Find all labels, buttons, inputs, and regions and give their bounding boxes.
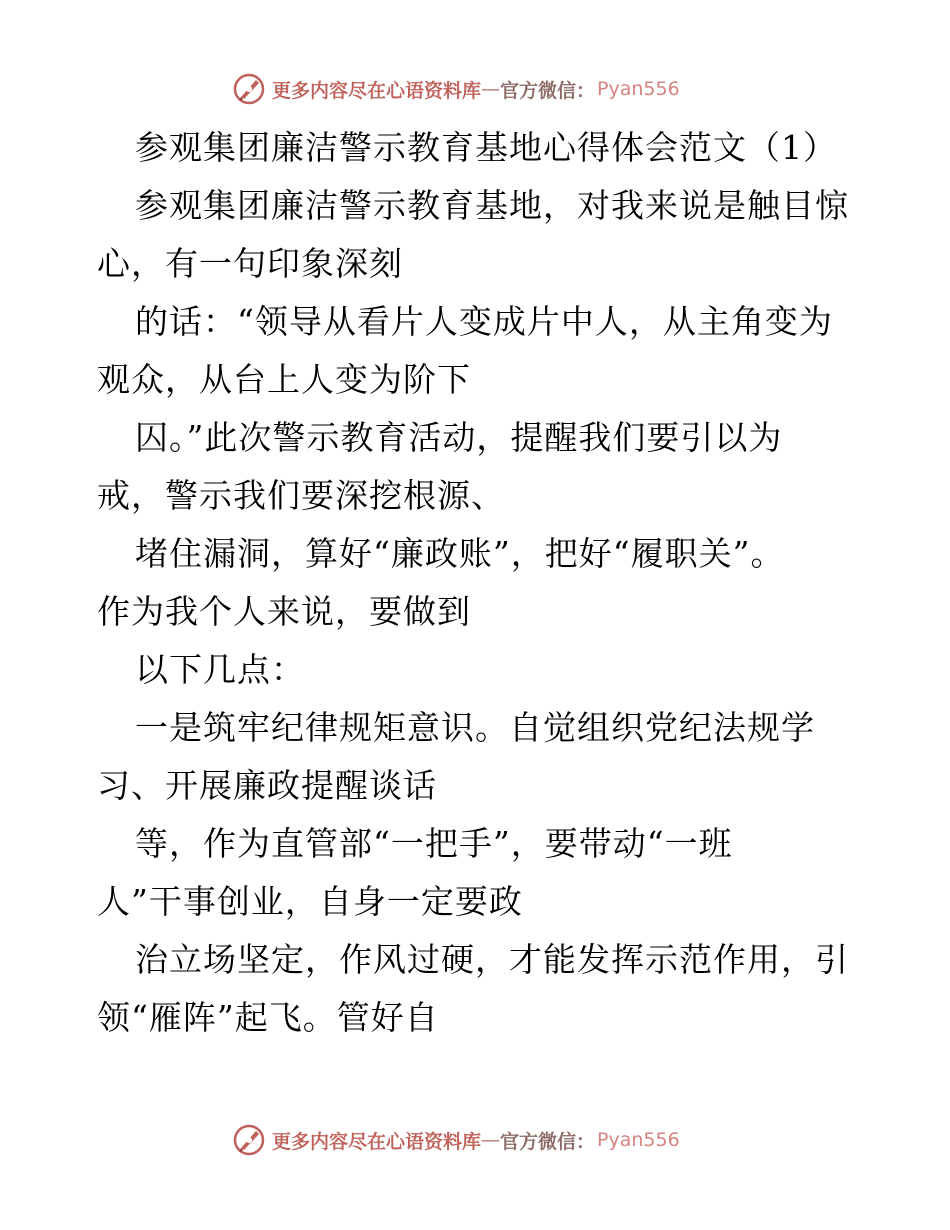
footer-banner — [232, 1123, 712, 1157]
banner-official-label: 官方微信： — [500, 79, 596, 102]
document-line: 习、开展廉政提醒谈话 — [97, 766, 437, 805]
document-line: 等，作为直管部“一把手”，要带动“一班 — [135, 824, 733, 863]
document-line: 参观集团廉洁警示教育基地，对我来说是触目惊 — [135, 186, 849, 225]
document-line: 的话：“领导从看片人变成片中人，从主角变为 — [135, 302, 833, 341]
document-title: 参观集团廉洁警示教育基地心得体会范文（1） — [135, 128, 837, 167]
banner-separator: — — [481, 78, 501, 100]
document-line: 人”干事创业，自身一定要政 — [97, 882, 523, 921]
banner-brand-text: 更多内容尽在心语资料库 — [272, 1130, 482, 1153]
banner-separator: — — [481, 1129, 501, 1151]
document-line: 作为我个人来说，要做到 — [97, 592, 471, 631]
document-line: 堵住漏洞，算好“廉政账”，把好“履职关”。 — [135, 534, 785, 573]
document-line: 一是筑牢纪律规矩意识。自觉组织党纪法规学 — [135, 708, 815, 747]
document-line: 囚。”此次警示教育活动，提醒我们要引以为 — [135, 418, 783, 457]
document-line: 观众，从台上人变为阶下 — [97, 360, 471, 399]
banner-official-label: 官方微信： — [500, 1130, 596, 1153]
document-line: 以下几点： — [135, 650, 305, 689]
banner-brand-text: 更多内容尽在心语资料库 — [272, 79, 482, 102]
document-line: 治立场坚定，作风过硬，才能发挥示范作用，引 — [135, 940, 849, 979]
document-line: 心，有一句印象深刻 — [97, 244, 403, 283]
header-banner — [232, 72, 712, 106]
quill-pen-seal-icon — [232, 72, 266, 106]
document-line: 戒，警示我们要深挖根源、 — [97, 476, 505, 515]
quill-pen-seal-icon — [232, 1123, 266, 1157]
banner-wechat-id: Pyan556 — [597, 1129, 680, 1151]
document-line: 领“雁阵”起飞。管好自 — [97, 998, 439, 1037]
banner-wechat-id: Pyan556 — [597, 78, 680, 100]
